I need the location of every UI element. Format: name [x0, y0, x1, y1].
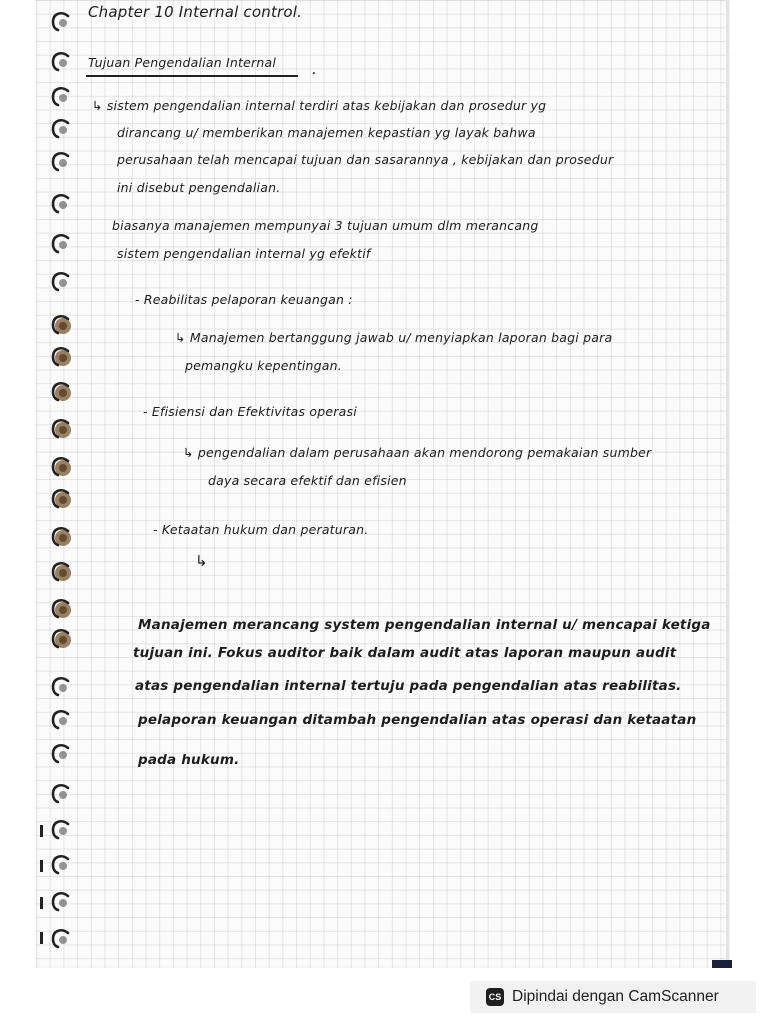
summary-line: Manajemen merancang system pengendalian internal u/ mencapai ketiga: [138, 617, 711, 633]
binding-ring-icon: [50, 628, 72, 650]
binding-ring-icon: [50, 118, 72, 140]
binding-ring-icon: [50, 381, 72, 403]
binding-ring-icon: [50, 271, 72, 293]
binding-tick: [40, 932, 43, 944]
binding-ring-icon: [50, 86, 72, 108]
summary-line: atas pengendalian internal tertuju pada pengendalian atas reabilitas.: [135, 678, 682, 694]
binding-ring-icon: [50, 526, 72, 548]
camscanner-watermark: [470, 981, 756, 1013]
binding-ring-icon: [50, 743, 72, 765]
bullet-title: - Efisiensi dan Efektivitas operasi: [143, 404, 357, 419]
binding-ring-icon: [50, 193, 72, 215]
binding-ring-icon: [50, 819, 72, 841]
binding-ring-icon: [50, 456, 72, 478]
binding-ring-icon: [50, 51, 72, 73]
watermark-text: Dipindai dengan CamScanner: [512, 988, 719, 1005]
binding-ring-icon: [50, 488, 72, 510]
text-line: ↳: [195, 552, 208, 570]
chapter-title: Chapter 10 Internal control.: [88, 3, 303, 21]
section-heading: Tujuan Pengendalian Internal: [88, 55, 277, 70]
text-line: ini disebut pengendalian.: [117, 180, 281, 195]
binding-tick: [40, 860, 43, 872]
summary-line: tujuan ini. Fokus auditor baik dalam audit atas laporan maupun audit: [133, 645, 677, 661]
text-line: pemangku kepentingan.: [185, 358, 342, 373]
binding-ring-icon: [50, 676, 72, 698]
bullet-title: - Ketaatan hukum dan peraturan.: [153, 522, 369, 537]
binding-tick: [40, 825, 43, 837]
text-line: ↳ Manajemen bertanggung jawab u/ menyiapkan laporan bagi para: [175, 330, 613, 345]
binding-ring-icon: [50, 928, 72, 950]
binding-ring-icon: [50, 11, 72, 33]
binding-ring-icon: [50, 854, 72, 876]
summary-line: pada hukum.: [138, 752, 240, 768]
binding-ring-icon: [50, 418, 72, 440]
page-corner-mark: [712, 960, 732, 968]
page-edge: [726, 0, 729, 968]
text-line: sistem pengendalian internal yg efektif: [117, 246, 371, 261]
text-line: daya secara efektif dan efisien: [208, 473, 407, 488]
binding-ring-icon: [50, 709, 72, 731]
text-line: biasanya manajemen mempunyai 3 tujuan umum dlm merancang: [112, 218, 539, 233]
binding-ring-icon: [50, 891, 72, 913]
binding-ring-icon: [50, 314, 72, 336]
binding-tick: [40, 897, 43, 909]
binding-ring-icon: [50, 346, 72, 368]
binding-ring-icon: [50, 151, 72, 173]
binding-ring-icon: [50, 233, 72, 255]
binding-ring-icon: [50, 598, 72, 620]
text-line: perusahaan telah mencapai tujuan dan sasarannya , kebijakan dan prosedur: [117, 152, 614, 167]
binding-ring-icon: [50, 561, 72, 583]
text-line: ↳ sistem pengendalian internal terdiri atas kebijakan dan prosedur yg: [92, 98, 547, 113]
summary-line: pelaporan keuangan ditambah pengendalian atas operasi dan ketaatan: [138, 712, 697, 728]
heading-dot: .: [312, 60, 317, 78]
text-line: ↳ pengendalian dalam perusahaan akan mendorong pemakaian sumber: [183, 445, 652, 460]
bullet-title: - Reabilitas pelaporan keuangan :: [135, 292, 353, 307]
text-line: dirancang u/ memberikan manajemen kepastian yg layak bahwa: [117, 125, 536, 140]
binding-ring-icon: [50, 783, 72, 805]
heading-underline: [86, 75, 298, 77]
camscanner-logo-icon: CS: [486, 988, 504, 1006]
